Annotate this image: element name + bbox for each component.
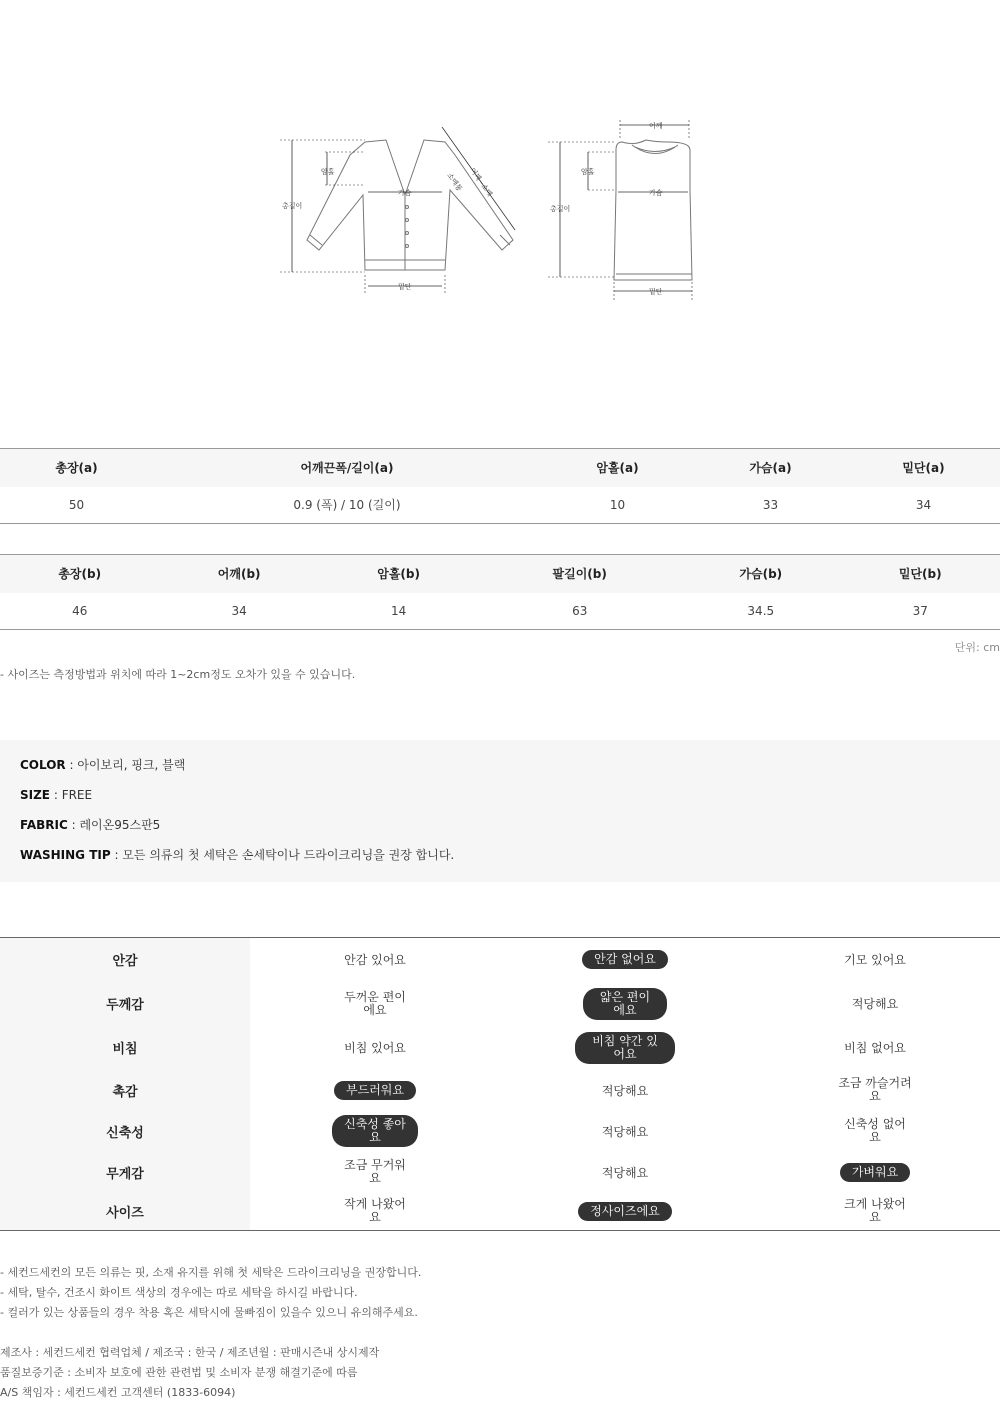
size-table-b-row [0,593,1000,630]
size-table-a-header [0,449,1000,487]
value-cell: 46 [0,593,159,630]
vest-shoulder-label: 어깨 [649,122,663,130]
feel-option-selected [250,1070,500,1111]
feel-row [0,1111,1000,1152]
feel-option [500,1152,750,1193]
value-cell: 50 [0,487,153,524]
vest-arrows [560,125,692,291]
header-cell: 총장(a) [0,449,153,487]
info-color-label: COLOR [20,758,66,772]
cardigan-sleeve-width-label: 소매통 [445,171,464,193]
size-diagram [0,0,1000,330]
feel-option-selected [500,1026,750,1070]
value-cell: 34 [847,487,1000,524]
feel-label: 촉감 [0,1070,250,1111]
info-washing-value: : 모든 의류의 첫 세탁은 손세탁이나 드라이크리닝을 권장 합니다. [110,848,455,862]
feel-option [500,1111,750,1152]
feel-option-text: 비침 있어요 [344,1040,406,1055]
cardigan-sleeve-label: 어깨~소매 [468,166,494,199]
manufacturer-line: 제조사 : 세컨드세컨 협력업체 / 제조국 : 한국 / 제조년월 : 판매시즌내 상시제작 [0,1346,380,1359]
feel-option [750,1111,1000,1152]
header-cell: 암홀(b) [319,555,478,593]
feel-row [0,1026,1000,1070]
feel-label: 비침 [0,1026,250,1070]
feel-row [0,1193,1000,1231]
value-cell: 10 [541,487,694,524]
fabric-feel-table [0,937,1000,1231]
feel-option [250,982,500,1026]
feel-option-text: 안감 있어요 [344,952,406,967]
feel-label: 신축성 [0,1111,250,1152]
feel-label: 안감 [0,938,250,982]
header-cell: 가슴(b) [681,555,840,593]
size-table-b-header [0,555,1000,593]
feel-option-text: 조금 까슬거려요 [838,1076,912,1103]
header-cell: 가슴(a) [694,449,847,487]
manufacturer-info [0,1343,379,1402]
info-size-value: : FREE [50,788,93,802]
value-cell: 34.5 [681,593,840,630]
info-color [20,756,980,786]
care-note: - 세탁, 탈수, 건조시 화이트 색상의 경우에는 따로 세탁을 하시길 바랍니다. [0,1286,358,1299]
header-cell: 총장(b) [0,555,159,593]
feel-option [250,938,500,982]
feel-option-text: 적당해요 [601,1124,649,1139]
value-cell: 34 [159,593,318,630]
care-notes [0,1263,421,1323]
cardigan-armhole-label: 암홀 [321,168,335,176]
header-cell: 밑단(b) [841,555,1000,593]
feel-option-text: 비침 없어요 [844,1040,906,1055]
feel-option-text: 얇은 편이에요 [583,988,667,1020]
info-size-label: SIZE [20,788,51,802]
info-size [20,786,980,816]
info-fabric [20,816,980,846]
size-table-b [0,554,1000,630]
cardigan-chest-label: 가슴 [398,189,412,197]
feel-option [750,1070,1000,1111]
feel-option-text: 조금 무거워요 [344,1158,406,1185]
feel-row [0,1070,1000,1111]
feel-label: 두께감 [0,982,250,1026]
header-cell: 밑단(a) [847,449,1000,487]
cardigan-arrows [292,127,515,286]
value-cell: 37 [841,593,1000,630]
feel-option-text: 가벼워요 [840,1163,910,1182]
cardigan-hem-label: 밑단 [398,283,412,291]
feel-option-text: 기모 있어요 [844,952,906,967]
vest-sketch [614,140,692,280]
feel-option-text: 적당해요 [851,996,899,1011]
feel-option-selected [750,1152,1000,1193]
feel-option-text: 신축성 좋아요 [332,1115,418,1147]
feel-row [0,938,1000,982]
feel-option-text: 적당해요 [601,1165,649,1180]
info-washing [20,846,980,876]
value-cell: 63 [478,593,681,630]
feel-option-selected [500,1193,750,1231]
as-contact-line: A/S 책임자 : 세컨드세컨 고객센터 (1833-6094) [0,1386,236,1399]
feel-option [250,1193,500,1231]
vest-armhole-label: 암홀 [581,168,595,176]
feel-option-selected [500,982,750,1026]
info-fabric-label: FABRIC [20,818,68,832]
feel-option-selected [500,938,750,982]
feel-row [0,1152,1000,1193]
garment-sketch [270,110,730,310]
feel-label: 무게감 [0,1152,250,1193]
feel-option [250,1152,500,1193]
size-table-a-row [0,487,1000,524]
feel-row [0,982,1000,1026]
feel-option-text: 적당해요 [601,1083,649,1098]
vest-length-label: 총길이 [550,205,571,213]
feel-option-text: 신축성 없어요 [844,1117,906,1144]
cardigan-measure-lines [280,140,445,295]
feel-label: 사이즈 [0,1193,250,1231]
feel-option-text: 정사이즈에요 [578,1202,672,1221]
feel-option-text: 부드러워요 [334,1081,416,1100]
feel-option [500,1070,750,1111]
size-table-a [0,448,1000,524]
header-cell: 어깨끈폭/길이(a) [153,449,541,487]
cardigan-length-label: 총길이 [282,202,303,210]
value-cell: 33 [694,487,847,524]
vest-chest-label: 가슴 [649,189,663,197]
feel-option-text: 비침 약간 있어요 [575,1032,675,1064]
info-fabric-value: : 레이온95스판5 [67,818,161,832]
value-cell: 14 [319,593,478,630]
feel-option-selected [250,1111,500,1152]
size-note: - 사이즈는 측정방법과 위치에 따라 1~2cm정도 오차가 있을 수 있습니다. [0,668,356,681]
feel-option [750,982,1000,1026]
header-cell: 어깨(b) [159,555,318,593]
vest-hem-label: 밑단 [649,288,663,296]
feel-option [750,1193,1000,1231]
info-washing-label: WASHING TIP [20,848,111,862]
feel-option-text: 안감 없어요 [582,950,668,969]
feel-option [250,1026,500,1070]
feel-option-text: 두꺼운 편이에요 [344,989,406,1017]
care-note: - 컬러가 있는 상품들의 경우 착용 혹은 세탁시에 물빠짐이 있을수 있으니 유의해주세요. [0,1306,418,1319]
feel-option-text: 크게 나왔어요 [844,1197,906,1225]
header-cell: 암홀(a) [541,449,694,487]
care-note: - 세컨드세컨의 모든 의류는 핏, 소재 유지를 위해 첫 세탁은 드라이크리닝을 권장합니다. [0,1266,422,1279]
info-color-value: : 아이보리, 핑크, 블랙 [65,758,186,772]
header-cell: 팔길이(b) [478,555,681,593]
feel-option-text: 작게 나왔어요 [344,1197,406,1225]
feel-option [750,1026,1000,1070]
unit-text: 단위: cm [954,641,1000,654]
warranty-line: 품질보증기준 : 소비자 보호에 관한 관련법 및 소비자 분쟁 해결기준에 따름 [0,1366,358,1379]
product-info-box [0,740,1000,882]
feel-option [750,938,1000,982]
cardigan-sketch [307,140,513,270]
value-cell: 0.9 (폭) / 10 (길이) [153,487,541,524]
